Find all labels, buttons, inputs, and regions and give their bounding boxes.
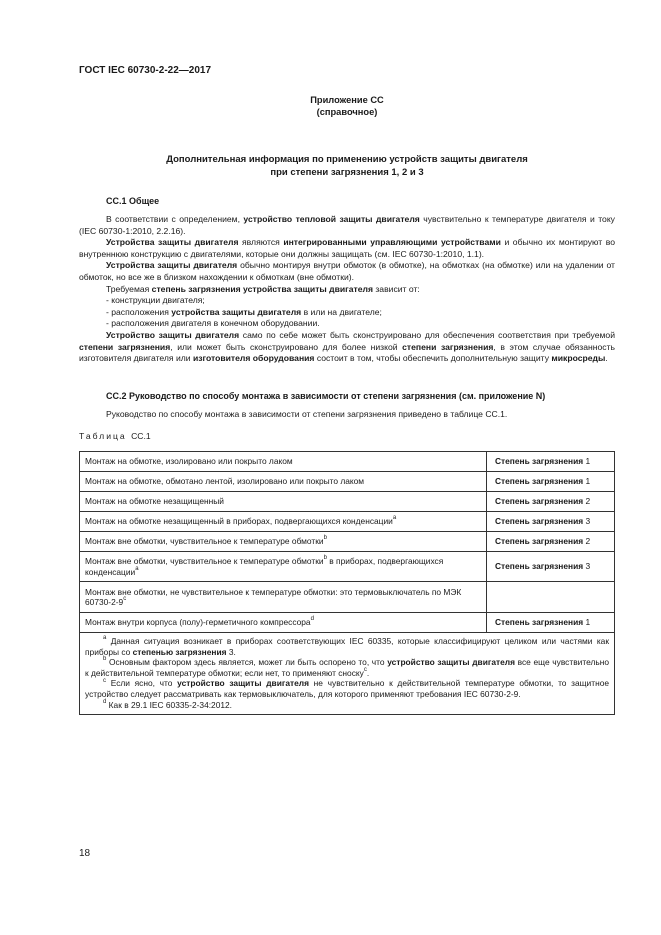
list-item: - расположения двигателя в конечном оборудовании. xyxy=(106,318,320,329)
annex-heading xyxy=(79,94,615,118)
section-heading-cc2: CC.2 Руководство по способу монтажа в зависимости от степени загрязнения (см. приложение N) xyxy=(106,391,546,401)
table-row xyxy=(80,512,615,532)
document-title xyxy=(79,153,615,179)
footnote-a: $^a$ Данная ситуация возникает в приборах соответствующих IEC 60335, которые классифицируют целиком или частями как приборы со степенью загрязнения 3. xyxy=(85,635,609,657)
paragraph: Устройство защиты двигателя само по себе может быть сконструировано для обеспечения соответствия при требуемой степени загрязнения, или может быть сконструировано для более низкой степени загрязнения, в этом случае обязанность изготовителя двигателя или изготовителя оборудования состоит в том, чтобы обеспечить дополнительную защиту микросреды. xyxy=(79,329,616,364)
table-footnotes xyxy=(80,633,615,715)
table-row xyxy=(80,452,615,472)
table-cell-degree: Степень загрязнения 3 xyxy=(487,552,615,582)
table-cell-mounting: Монтаж вне обмотки, чувствительное к температуре обмотки$^b$ xyxy=(80,532,487,552)
table-row xyxy=(80,613,615,633)
table-row xyxy=(80,532,615,552)
table-cell-mounting: Монтаж внутри корпуса (полу)-герметичного компрессора$^d$ xyxy=(80,613,487,633)
table-row xyxy=(80,552,615,582)
list-item: - конструкции двигателя; xyxy=(106,295,205,306)
document-title-line-2: при степени загрязнения 1, 2 и 3 xyxy=(270,167,424,178)
table-row xyxy=(80,472,615,492)
pollution-degree-table xyxy=(79,451,615,715)
paragraph: Устройства защиты двигателя обычно монтируя внутри обмоток (в обмотке), на обмотках (на обмотке) или на удалении от обмоток, но все же в близком нахождении к обмоткам (вне обмотки). xyxy=(79,260,615,282)
list-item: - расположения устройства защиты двигателя в или на двигателе; xyxy=(106,306,382,317)
table-cell-mounting: Монтаж на обмотке незащищенный xyxy=(80,492,487,512)
section-heading-cc1: CC.1 Общее xyxy=(106,196,160,206)
table-cell-degree: Степень загрязнения 2 xyxy=(487,492,615,512)
table-cell-degree: Степень загрязнения 2 xyxy=(487,532,615,552)
paragraph: Руководство по способу монтажа в зависимости от степени загрязнения приведено в таблице CC.1. xyxy=(106,409,508,419)
paragraph: Требуемая степень загрязнения устройства защиты двигателя зависит от: xyxy=(106,283,420,294)
table-cell-mounting: Монтаж на обмотке незащищенный в приборах, подвергающихся конденсации$^a$ xyxy=(80,512,487,532)
footnote-c: $^c$ Если ясно, что устройство защиты двигателя не чувствительно к действительной температуре обмотки, то защитное устройство следует рассматривать как термовыключатель, для которого применяют требования IEC 60730-2-9. xyxy=(85,677,610,699)
table-row xyxy=(80,492,615,512)
table-caption: Таблица CC.1 xyxy=(79,431,151,441)
document-title-line-1: Дополнительная информация по применению устройств защиты двигателя xyxy=(166,154,528,165)
table-cell-degree: Степень загрязнения 3 xyxy=(487,512,615,532)
page-number: 18 xyxy=(79,848,91,859)
table-cell-mounting: Монтаж вне обмотки, не чувствительное к температуре обмотки: это термовыключатель по МЭК 60730-2-9$^c$ xyxy=(80,582,487,613)
paragraph: В соответствии с определением, устройство тепловой защиты двигателя чувствительно к температуре двигателя и току (IEC 60730-1:2010, 2.2.16). xyxy=(79,214,615,236)
table-row xyxy=(80,582,615,613)
footnote-b: $^b$ Основным фактором здесь является, может ли быть оспорено то, что устройство защиты двигателя все еще чувствительно к действительной температуре обмотки; если нет, то применяют сноску$^c$. xyxy=(85,656,609,678)
table-cell-mounting: Монтаж на обмотке, изолировано или покрыто лаком xyxy=(80,452,487,472)
document-header: ГОСТ IEC 60730-2-22—2017 xyxy=(79,65,212,76)
paragraph: Устройства защиты двигателя являются интегрированными управляющими устройствами и обычно их монтируют во внутреннюю конструкцию с двигателями, которые они должны защищать (см. IEC 60730-1:2010, 1.1). xyxy=(79,237,616,259)
table-cell-degree: Степень загрязнения 1 xyxy=(487,472,615,492)
table-cell-degree: Степень загрязнения 1 xyxy=(487,613,615,633)
annex-subtitle: (справочное) xyxy=(316,107,378,117)
footnote-d: $^d$ Как в 29.1 IEC 60335-2-34:2012. xyxy=(103,698,233,710)
section-body-cc1 xyxy=(79,214,615,365)
table-cell-degree xyxy=(487,582,615,613)
table-cell-mounting: Монтаж на обмотке, обмотано лентой, изолировано или покрыто лаком xyxy=(80,472,487,492)
table-cell-degree: Степень загрязнения 1 xyxy=(487,452,615,472)
section-body-cc2 xyxy=(79,409,615,421)
table-cell-mounting: Монтаж вне обмотки, чувствительное к температуре обмотки$^b$ в приборах, подвергающихся конденсации$^a$ xyxy=(80,552,487,582)
table-footnotes-row xyxy=(80,633,615,715)
annex-title: Приложение CC xyxy=(310,95,384,105)
